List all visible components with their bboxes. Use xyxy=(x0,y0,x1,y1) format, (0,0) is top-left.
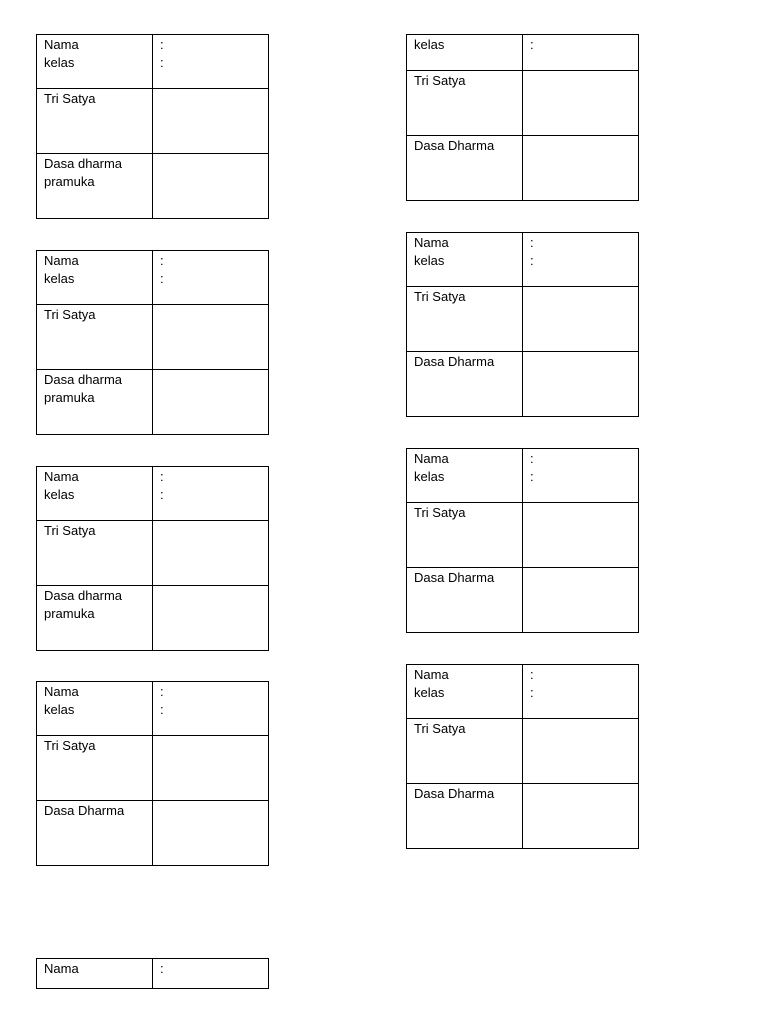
value-cell[interactable] xyxy=(523,287,639,352)
value-cell[interactable] xyxy=(153,154,269,219)
field-label: Tri Satya xyxy=(414,289,466,304)
value-cell[interactable] xyxy=(523,35,639,71)
label-cell xyxy=(407,449,523,503)
field-value: : : xyxy=(160,37,164,70)
field-label: kelas xyxy=(414,37,445,52)
label-cell xyxy=(407,665,523,719)
form-card-left-2 xyxy=(36,250,269,435)
value-cell[interactable] xyxy=(153,89,269,154)
label-cell xyxy=(407,233,523,287)
field-label: Nama xyxy=(44,961,79,976)
field-label: Dasa Dharma xyxy=(414,354,495,369)
label-cell xyxy=(37,586,153,651)
field-label: Tri Satya xyxy=(414,505,466,520)
form-card-left-4 xyxy=(36,681,269,866)
field-value xyxy=(153,305,268,306)
value-cell[interactable] xyxy=(153,959,269,989)
value-cell[interactable] xyxy=(153,736,269,801)
label-cell xyxy=(37,521,153,586)
label-cell xyxy=(407,568,523,633)
field-label: Nama kelas xyxy=(414,235,449,268)
field-value xyxy=(523,136,638,137)
field-label: Dasa dharma pramuka xyxy=(44,156,123,189)
field-label: Nama kelas xyxy=(44,469,79,502)
label-cell xyxy=(407,503,523,568)
field-value xyxy=(153,736,268,737)
label-cell xyxy=(407,784,523,849)
field-value: : : xyxy=(160,469,164,502)
value-cell[interactable] xyxy=(523,449,639,503)
field-label: Tri Satya xyxy=(44,738,96,753)
form-card-left-3 xyxy=(36,466,269,651)
label-cell xyxy=(37,801,153,866)
field-label: Tri Satya xyxy=(44,91,96,106)
value-cell[interactable] xyxy=(153,586,269,651)
field-label: Tri Satya xyxy=(44,523,96,538)
field-label: Tri Satya xyxy=(44,307,96,322)
field-label: Tri Satya xyxy=(414,721,466,736)
label-cell xyxy=(407,35,523,71)
form-card-right-2 xyxy=(406,232,639,417)
field-label: Dasa Dharma xyxy=(44,803,125,818)
field-value: : xyxy=(160,961,164,976)
form-card-right-4 xyxy=(406,664,639,849)
field-label: Dasa dharma pramuka xyxy=(44,588,123,621)
field-value xyxy=(523,352,638,353)
form-card-left-1 xyxy=(36,34,269,219)
field-value xyxy=(523,503,638,504)
value-cell[interactable] xyxy=(523,71,639,136)
field-value xyxy=(523,784,638,785)
value-cell[interactable] xyxy=(523,136,639,201)
label-cell xyxy=(37,89,153,154)
value-cell[interactable] xyxy=(523,352,639,417)
value-cell[interactable] xyxy=(153,467,269,521)
field-value xyxy=(523,287,638,288)
label-cell xyxy=(37,736,153,801)
field-value: : : xyxy=(530,667,534,700)
field-value xyxy=(153,586,268,587)
label-cell xyxy=(37,370,153,435)
label-cell xyxy=(37,35,153,89)
field-value xyxy=(523,71,638,72)
field-value xyxy=(153,521,268,522)
field-label: Dasa Dharma xyxy=(414,786,495,801)
value-cell[interactable] xyxy=(153,370,269,435)
field-label: Nama kelas xyxy=(414,667,449,700)
form-card-right-1 xyxy=(406,34,639,201)
field-value xyxy=(153,89,268,90)
label-cell xyxy=(37,251,153,305)
label-cell xyxy=(37,467,153,521)
field-value: : : xyxy=(530,451,534,484)
label-cell xyxy=(37,959,153,989)
field-value: : : xyxy=(160,684,164,717)
value-cell[interactable] xyxy=(153,682,269,736)
field-value xyxy=(153,801,268,802)
field-value: : : xyxy=(530,235,534,268)
label-cell xyxy=(37,682,153,736)
field-value xyxy=(153,370,268,371)
label-cell xyxy=(407,352,523,417)
field-label: Nama kelas xyxy=(44,253,79,286)
value-cell[interactable] xyxy=(153,35,269,89)
label-cell xyxy=(407,287,523,352)
value-cell[interactable] xyxy=(153,305,269,370)
form-card-left-5 xyxy=(36,958,269,989)
label-cell xyxy=(407,71,523,136)
value-cell[interactable] xyxy=(153,251,269,305)
form-card-right-3 xyxy=(406,448,639,633)
field-label: Nama kelas xyxy=(44,684,79,717)
field-label: Tri Satya xyxy=(414,73,466,88)
label-cell xyxy=(37,305,153,370)
value-cell[interactable] xyxy=(153,521,269,586)
label-cell xyxy=(37,154,153,219)
field-value xyxy=(153,154,268,155)
field-label: Nama kelas xyxy=(44,37,79,70)
label-cell xyxy=(407,719,523,784)
field-value xyxy=(523,568,638,569)
value-cell[interactable] xyxy=(523,719,639,784)
field-value: : xyxy=(530,37,534,52)
value-cell[interactable] xyxy=(523,233,639,287)
field-label: Dasa Dharma xyxy=(414,138,495,153)
field-label: Dasa dharma pramuka xyxy=(44,372,123,405)
value-cell[interactable] xyxy=(153,801,269,866)
field-value: : : xyxy=(160,253,164,286)
field-value xyxy=(523,719,638,720)
value-cell[interactable] xyxy=(523,568,639,633)
label-cell xyxy=(407,136,523,201)
field-label: Nama kelas xyxy=(414,451,449,484)
value-cell[interactable] xyxy=(523,503,639,568)
value-cell[interactable] xyxy=(523,784,639,849)
field-label: Dasa Dharma xyxy=(414,570,495,585)
value-cell[interactable] xyxy=(523,665,639,719)
